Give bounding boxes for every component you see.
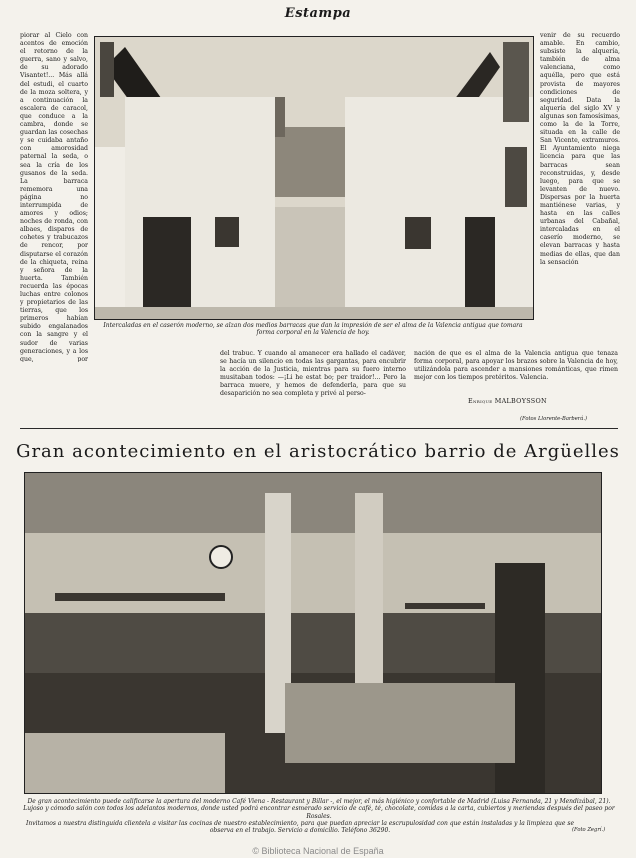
middle-column-paragraph: del trabuc. Y cuando al amanecer era hallado el cadáver, se hacía un silencio en todas las gargantas, para encubrir la acción de la Justicia, mientras para su fuero interno musitaban todos: —¡Li he estat bo; per traidor!... Pero la barraca muere, y hemos de defenderla, para que su desaparición no sea completa y privé al perso- bbox=[220, 350, 406, 398]
masthead-title: Estampa bbox=[284, 6, 352, 21]
ad-headline: Gran acontecimiento en el aristocrático barrio de Argüelles bbox=[16, 441, 620, 462]
right-bottom-text bbox=[414, 350, 618, 400]
barraca-illustration bbox=[95, 37, 533, 319]
left-column-text bbox=[20, 32, 88, 362]
cafe-photo bbox=[24, 472, 602, 794]
barraca-photo-caption: Intercaladas en el caserón moderno, se alzan dos medios barracas que dan la impresión de ser el alma de la Valencia antigua que tomara forma corporal en la Valencia de hoy. bbox=[103, 322, 523, 337]
cafe-photo-credit: (Foto Zegrí.) bbox=[572, 827, 606, 833]
library-copyright-footer: © Biblioteca Nacional de España bbox=[252, 846, 384, 856]
cafe-note: Invitamos a nuestra distinguida clientela a visitar las cocinas de nuestro establecimiento, para que puedan apreciar la escrupulosidad con que están instaladas y la limpieza que se observa en el trabajo. Servicio a domicilio. Teléfono 36290. bbox=[25, 820, 575, 835]
middle-column-text bbox=[220, 350, 406, 422]
right-bottom-paragraph: nación de que es el alma de la Valencia antigua que tenaza forma corporal, para apoyar los brazos sobre la Valencia de hoy, utilizándola para ascender a mansiones románticas, que rimen mejor con los tiempos pretéritos. Valencia. bbox=[414, 350, 618, 382]
photo-credit: (Fotos Llorente-Barberá.) bbox=[520, 416, 588, 422]
cafe-photo-caption: De gran acontecimiento puede calificarse la apertura del moderno Café Viena - Restaurant y Billar -, el mejor, el más higiénico y confortable de Madrid (Luisa Fernanda, 21 y Mendizábal, 21). Lujoso y cómodo salón con todos los adelantos modernos, donde usted podrá encontrar esmerado servicio de café, té, chocolate, comidas a la carta, cubiertos y meriendas después del paseo por Rosales. bbox=[23, 798, 615, 820]
author-signature: Enrique MALBOYSSON bbox=[468, 397, 547, 405]
barraca-photo bbox=[94, 36, 534, 320]
cafe-illustration bbox=[25, 473, 601, 793]
section-divider bbox=[20, 428, 618, 429]
left-column-paragraph: piorar al Cielo con acentos de emoción el retorno de la guerra, sano y salvo, de su adorado Visantet!... Más allá del estudi, el cuarto de la moza soltera, y a continuación la escalera de caracol, que conduce a la cambra, donde se guardan las cosechas y se cuidaba antaño con amorosidad paternal la seda, o sea la cría de los gusanos de la seda. La barraca rememora una página no interrumpida de amores y odios; noches de ronda, con albaes, disparos de cohetes y trabucazos de rencor, por disputarse el corazón de la chiqueta, reina y señora de la huerta. También recuerda las épocas luchas entre colonos y propietarios de las tierras, que los primeros habían subido engalanados con la sangre y el sudor de varias generaciones, y a los que, por bbox=[20, 32, 88, 362]
right-column-paragraph: venir de su recuerdo amable. En cambio, subsiste la alquería, también de alma valenciana, como aquélla, pero que está provista de mayores condiciones de seguridad. Data la alquería del siglo XV y algunas son famosísimas, como la de la Torre, situada en la calle de San Vicente, extramuros. El Ayuntamiento niega licencia para que las barracas sean reconstruidas, y, desde luego, para que se levanten de nuevo. Dispersas por la huerta mantiénese varias, y hasta en las calles urbanas del Cabañal, intercaladas en el caserío moderno, se elevan barracas y hasta medias de ellas, que dan la sensación bbox=[540, 32, 620, 266]
right-column-text bbox=[540, 32, 620, 350]
